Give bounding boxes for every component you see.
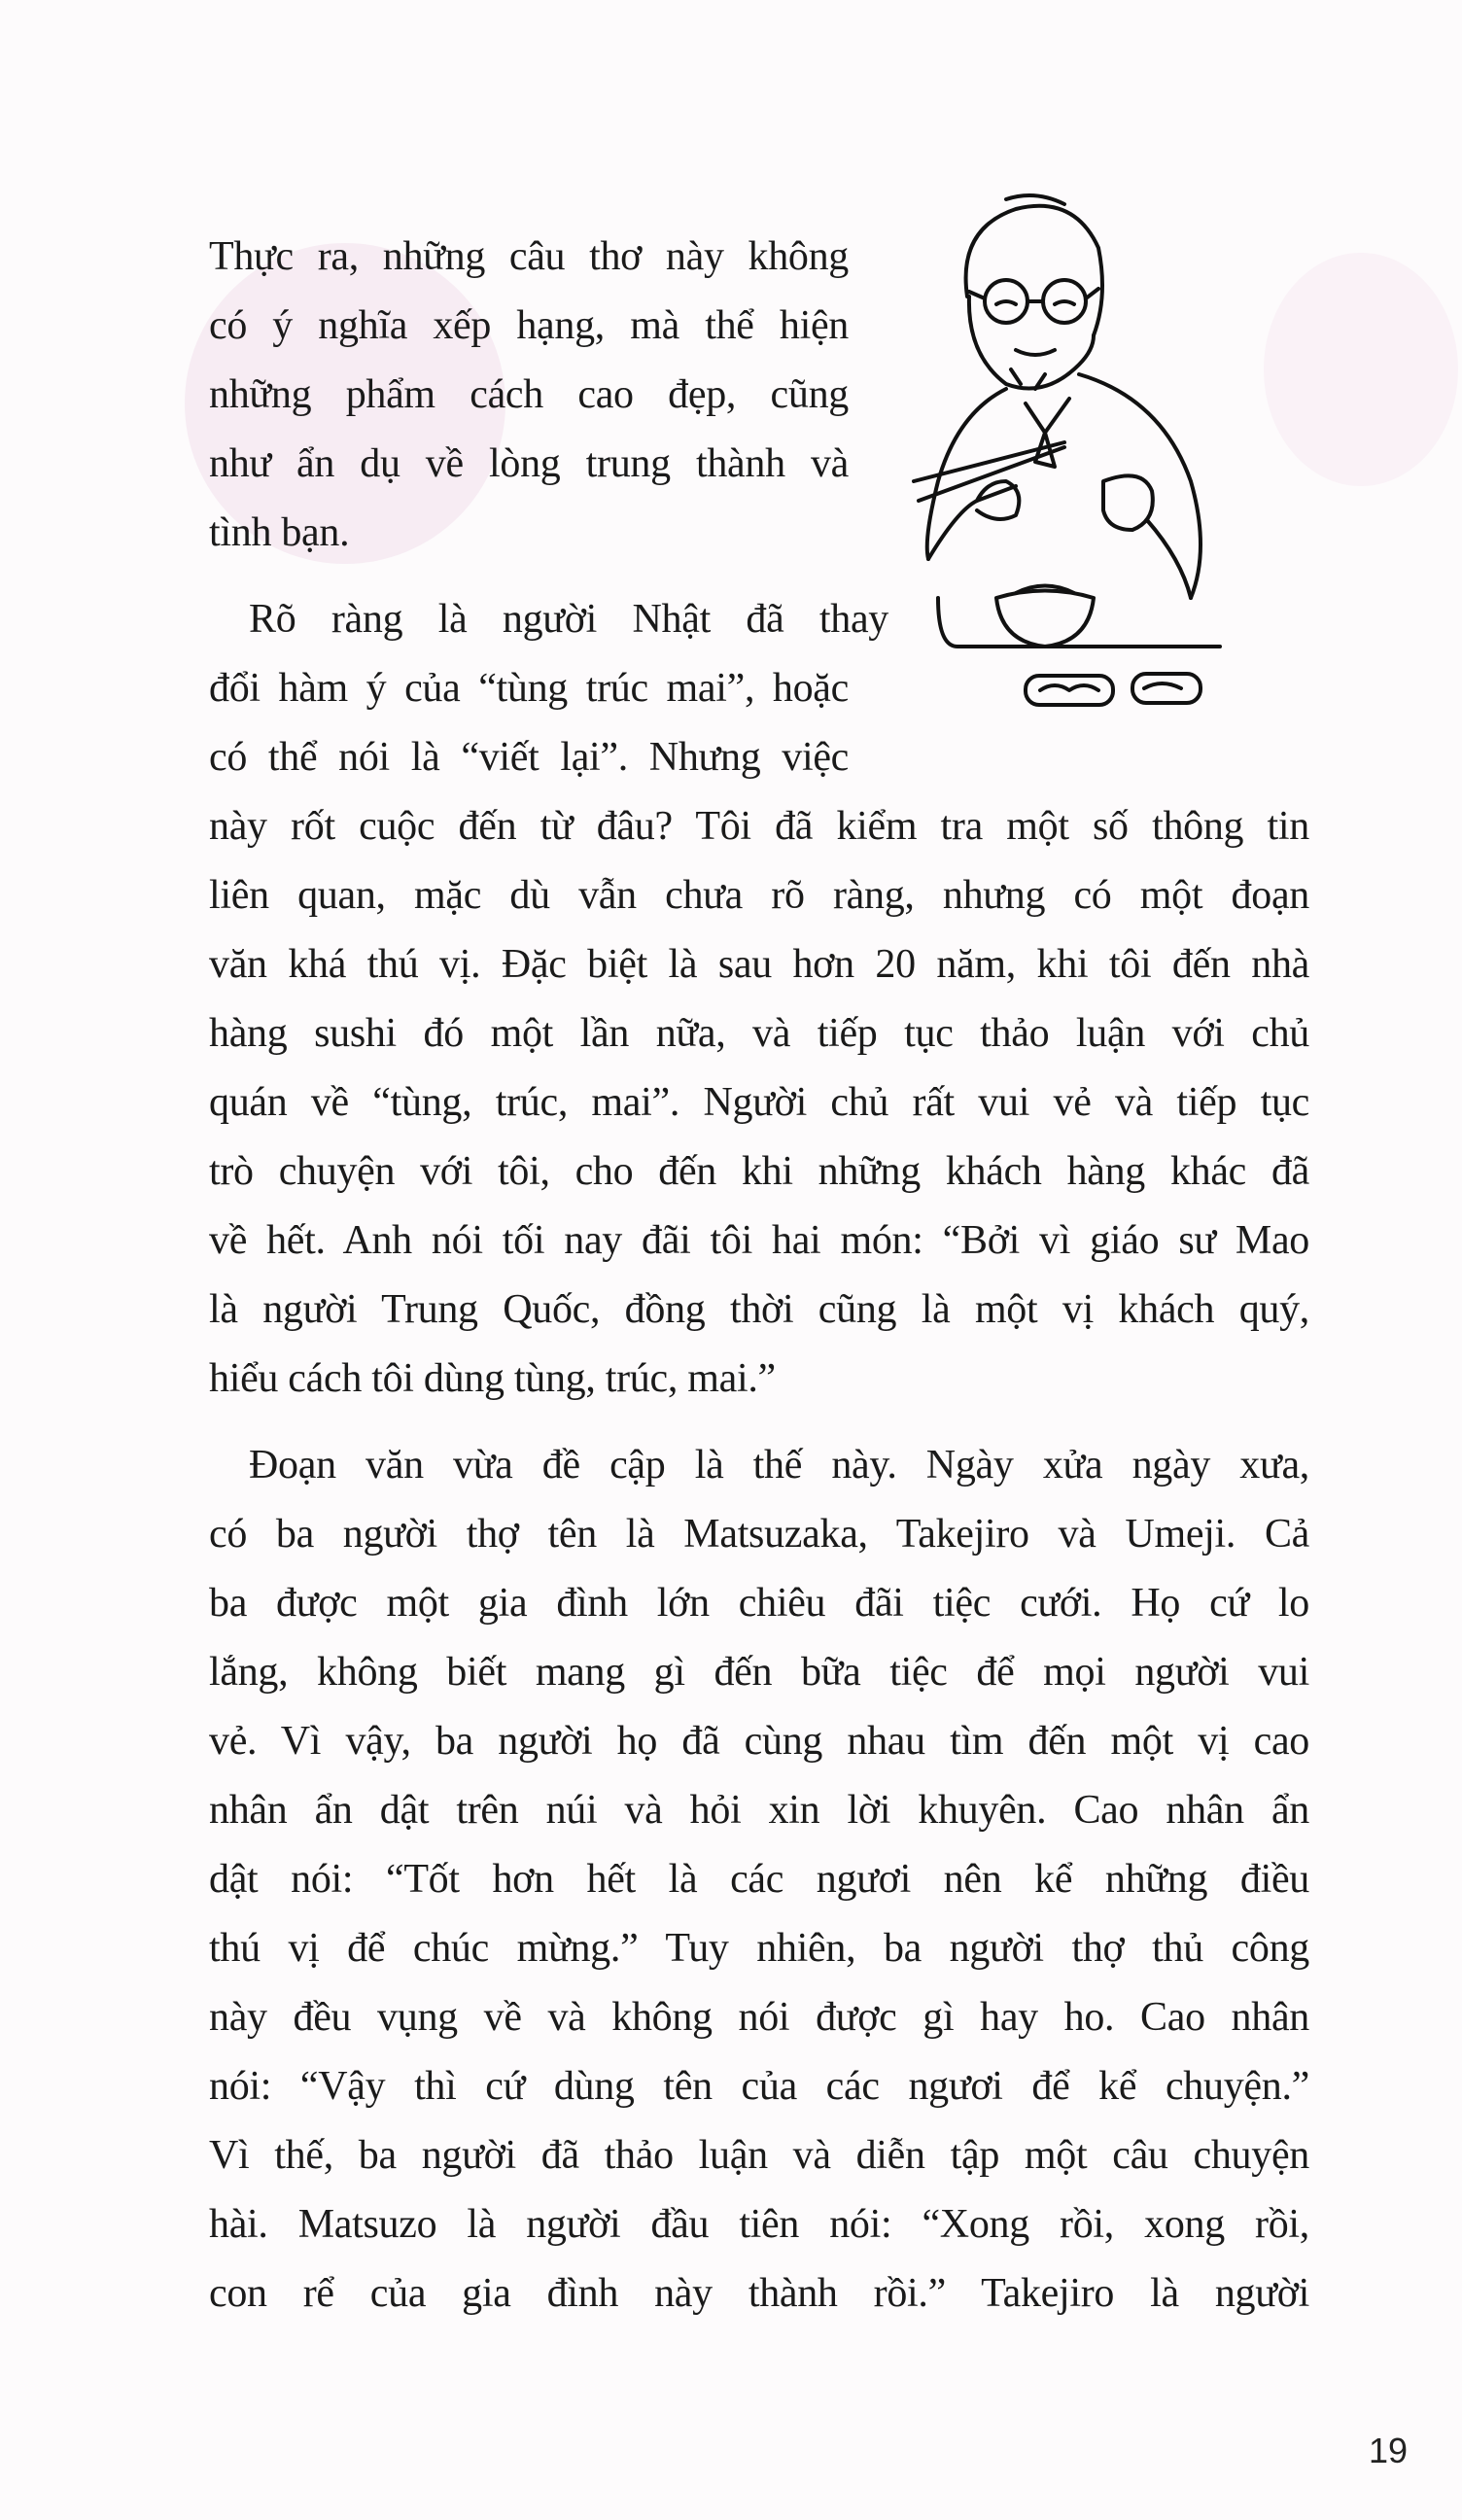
paragraph <box>209 1431 1309 2328</box>
text-line: tình bạn. <box>209 510 350 555</box>
text-line: Vì thế, ba người đã thảo luận và diễn tập một câu chuyện <box>209 2133 1309 2178</box>
text-line: nhân ẩn dật trên núi và hỏi xin lời khuyên. Cao nhân ẩn <box>209 1788 1309 1833</box>
text-line: như ẩn dụ về lòng trung thành và <box>209 441 849 486</box>
text-line: lắng, không biết mang gì đến bữa tiệc để mọi người vui <box>209 1650 1309 1695</box>
body-text <box>209 223 1309 2328</box>
text-line: hài. Matsuzo là người đầu tiên nói: “Xong rồi, xong rồi, <box>209 2202 1309 2247</box>
text-line: Rõ ràng là người Nhật đã thay <box>249 597 888 642</box>
text-line: nói: “Vậy thì cứ dùng tên của các ngươi để kể chuyện.” <box>209 2064 1309 2109</box>
paragraph <box>209 223 1309 568</box>
text-line: về hết. Anh nói tối nay đãi tôi hai món: “Bởi vì giáo sư Mao <box>209 1218 1309 1263</box>
text-line: ba được một gia đình lớn chiêu đãi tiệc cưới. Họ cứ lo <box>209 1581 1309 1626</box>
page-number: 19 <box>1369 2431 1409 2470</box>
text-line: Đoạn văn vừa đề cập là thế này. Ngày xửa ngày xưa, <box>249 1443 1309 1488</box>
text-line: con rể của gia đình này thành rồi.” Takejiro là người <box>209 2271 1309 2316</box>
text-line: những phẩm cách cao đẹp, cũng <box>209 372 849 417</box>
text-line: dật nói: “Tốt hơn hết là các ngươi nên kể những điều <box>209 1857 1309 1902</box>
text-line: vẻ. Vì vậy, ba người họ đã cùng nhau tìm đến một vị cao <box>209 1719 1309 1764</box>
text-line: trò chuyện với tôi, cho đến khi những khách hàng khác đã <box>209 1149 1309 1194</box>
text-line: quán về “tùng, trúc, mai”. Người chủ rất vui vẻ và tiếp tục <box>209 1080 1309 1125</box>
text-line: có ba người thợ tên là Matsuzaka, Takejiro và Umeji. Cả <box>209 1512 1309 1557</box>
text-line: là người Trung Quốc, đồng thời cũng là một vị khách quý, <box>209 1287 1309 1332</box>
text-line: Thực ra, những câu thơ này không <box>209 234 849 279</box>
paragraph <box>209 585 1309 1414</box>
text-line: này rốt cuộc đến từ đâu? Tôi đã kiểm tra một số thông tin <box>209 804 1309 849</box>
text-line: này đều vụng về và không nói được gì hay ho. Cao nhân <box>209 1995 1309 2040</box>
text-line: thú vị để chúc mừng.” Tuy nhiên, ba người thợ thủ công <box>209 1926 1309 1971</box>
text-line: có thể nói là “viết lại”. Nhưng việc <box>209 735 849 780</box>
text-line: văn khá thú vị. Đặc biệt là sau hơn 20 năm, khi tôi đến nhà <box>209 942 1309 987</box>
text-line: đổi hàm ý của “tùng trúc mai”, hoặc <box>209 666 849 711</box>
text-line: liên quan, mặc dù vẫn chưa rõ ràng, nhưng có một đoạn <box>209 873 1309 918</box>
text-line: hàng sushi đó một lần nữa, và tiếp tục thảo luận với chủ <box>209 1011 1309 1056</box>
text-line: có ý nghĩa xếp hạng, mà thể hiện <box>209 303 849 348</box>
text-line: hiểu cách tôi dùng tùng, trúc, mai.” <box>209 1356 776 1401</box>
